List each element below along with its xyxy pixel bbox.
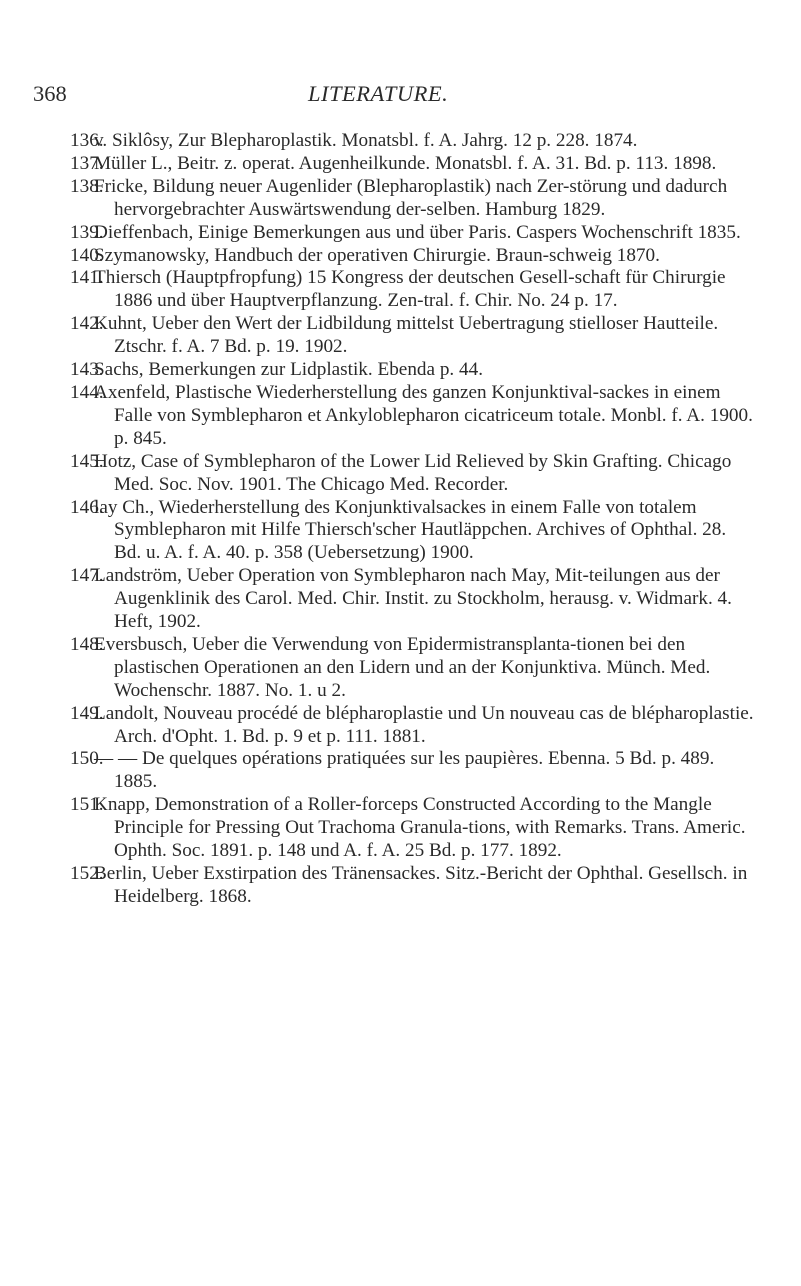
reference-text: Axenfeld, Plastische Wiederherstellung des ganzen Konjunktival-sackes in einem Falle von Symblepharon et Ankyloblepharon cicatriceum totale. Monbl. f. A. 1900. p. 845. [94,381,753,449]
reference-text: Landolt, Nouveau procédé de blépharoplastie und Un nouveau cas de blépharoplastie. Arch. d'Opht. 1. Bd. p. 9 et p. 111. 1881. [94,702,754,747]
reference-item [0,267,755,313]
reference-number: 150. [70,748,104,770]
reference-text: Eversbusch, Ueber die Verwendung von Epidermistransplanta-tionen bei den plastischen Operationen an den Lidern und an der Konjunktiva. Münch. Med. Wochenschr. 1887. No. 1. u 2. [94,633,711,701]
reference-number: 152. [70,863,104,884]
reference-item [0,863,755,909]
reference-text: Kuhnt, Ueber den Wert der Lidbildung mittelst Uebertragung stielloser Hautteile. Ztschr. f. A. 7 Bd. p. 19. 1902. [94,313,719,358]
reference-number: 137. [70,152,104,174]
reference-number: 147. [70,565,104,587]
reference-number: 142. [70,313,104,335]
reference-text: Knapp, Demonstration of a Roller-forceps Constructed According to the Mangle Principle for Pressing Out Trachoma Granula-tions, with Remarks. Trans. Americ. Ophth. Soc. 1891. p. 148 und A. f. A. 25 Bd. p. 177. 1892. [94,794,746,862]
reference-item [0,794,755,863]
reference-item [0,497,755,566]
reference-item [0,359,755,382]
reference-text: Müller L., Beitr. z. operat. Augenheilkunde. Monatsbl. f. A. 31. Bd. p. 113. 1898. [94,152,717,174]
reference-text: Hotz, Case of Symblepharon of the Lower Lid Relieved by Skin Grafting. Chicago Med. Soc. Nov. 1901. The Chicago Med. Recorder. [94,450,732,495]
reference-item [0,176,755,222]
reference-text: Szymanowsky, Handbuch der operativen Chirurgie. Braun-schweig 1870. [94,244,660,266]
reference-number: 146. [70,496,104,518]
running-head [0,79,801,109]
reference-text: Sachs, Bemerkungen zur Lidplastik. Ebenda p. 44. [94,359,483,381]
reference-text: — — De quelques opérations pratiquées sur les paupières. Ebenna. 5 Bd. p. 489. 1885. [94,748,715,793]
reference-text: v. Siklôsy, Zur Blepharoplastik. Monatsbl. f. A. Jahrg. 12 p. 228. 1874. [94,130,638,151]
reference-item [0,565,755,634]
reference-list [0,130,801,909]
reference-item [0,313,755,359]
reference-number: 139. [70,221,104,243]
reference-item [0,222,755,245]
reference-item [0,130,755,153]
reference-item [0,382,755,451]
reference-item [0,634,755,703]
reference-text: Berlin, Ueber Exstirpation des Tränensackes. Sitz.-Bericht der Ophthal. Gesellsch. in Heidelberg. 1868. [94,863,748,907]
reference-number: 136. [70,130,104,151]
reference-number: 148. [70,633,104,655]
reference-number: 143. [70,359,104,381]
reference-number: 144. [70,381,104,403]
reference-number: 151. [70,794,104,816]
page-number: 368 [33,81,67,106]
reference-number: 138. [70,175,104,197]
reference-item [0,748,755,794]
reference-text: lay Ch., Wiederherstellung des Konjunktivalsackes in einem Falle von totalem Symblepharon mit Hilfe Thiersch'scher Hautläppchen. Archives of Ophthal. 28. Bd. u. A. f. A. 40. p. 358 (Uebersetzung) 1900. [94,496,727,564]
reference-item [0,451,755,497]
reference-text: Dieffenbach, Einige Bemerkungen aus und über Paris. Caspers Wochenschrift 1835. [94,221,741,243]
reference-number: 149. [70,702,104,724]
reference-text: Landström, Ueber Operation von Symblepharon nach May, Mit-teilungen aus der Augenklinik des Carol. Med. Chir. Instit. zu Stockholm, herausg. v. Widmark. 4. Heft, 1902. [94,565,732,633]
reference-item [0,153,755,176]
reference-text: Thiersch (Hauptpfropfung) 15 Kongress der deutschen Gesell-schaft für Chirurgie 1886 und über Hauptverpflanzung. Zen-tral. f. Chir. No. 24 p. 17. [94,267,726,312]
reference-number: 141. [70,267,104,289]
reference-item [0,703,755,749]
running-title: LITERATURE. [308,81,449,106]
reference-number: 140. [70,244,104,266]
reference-number: 145. [70,450,104,472]
reference-text: Fricke, Bildung neuer Augenlider (Blepharoplastik) nach Zer-störung und dadurch hervorgebrachter Auswärtswendung der-selben. Hamburg 1829. [94,175,728,220]
reference-item [0,245,755,268]
